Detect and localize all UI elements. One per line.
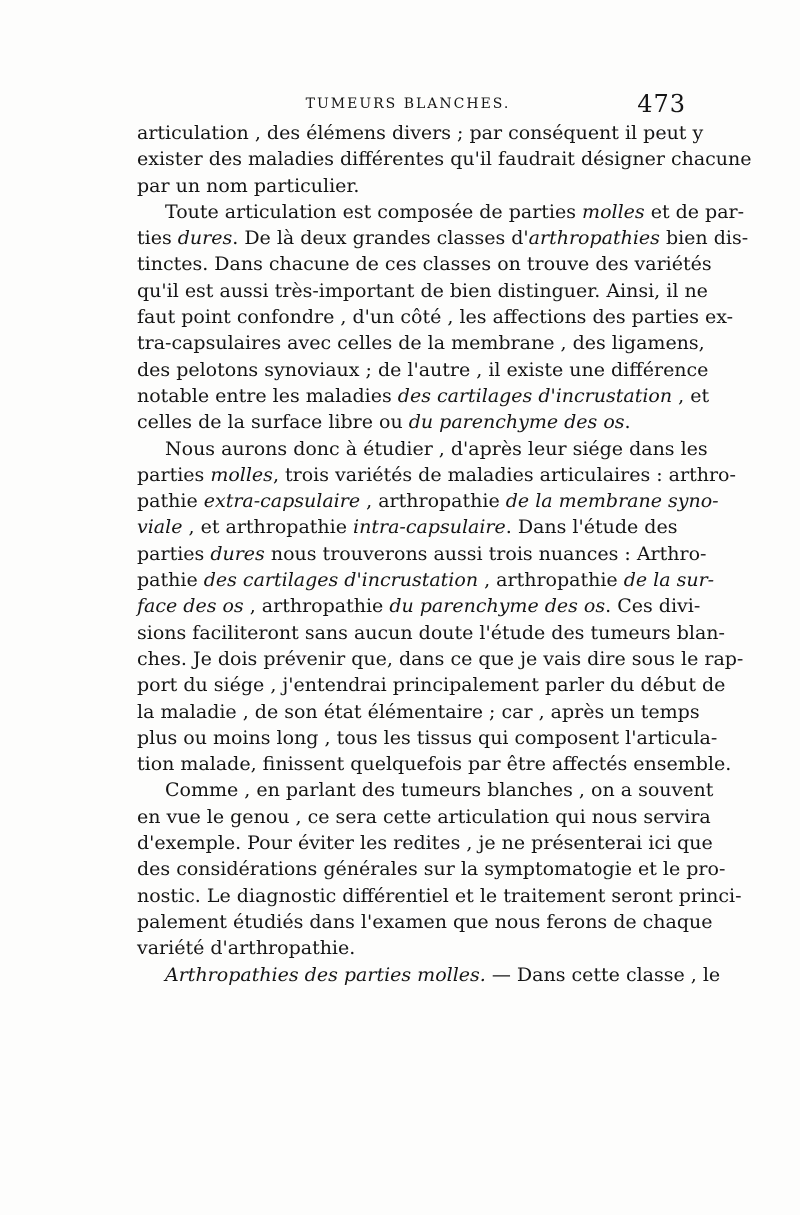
text-line: pathie des cartilages d'incrustation , arthropathie de la sur- bbox=[137, 569, 715, 592]
text-line: parties dures nous trouverons aussi trois nuances : Arthro- bbox=[137, 542, 707, 565]
text-line: celles de la surface libre ou du parenchyme des os. bbox=[137, 411, 631, 434]
text-line: qu'il est aussi très-important de bien distinguer. Ainsi, il ne bbox=[137, 279, 708, 302]
text-line: sions faciliteront sans aucun doute l'étude des tumeurs blan- bbox=[137, 621, 725, 644]
text-line: en vue le genou , ce sera cette articulation qui nous servira bbox=[137, 805, 711, 828]
text-line: face des os , arthropathie du parenchyme des os. Ces divi- bbox=[137, 595, 701, 618]
text-line: Nous aurons donc à étudier , d'après leur siége dans les bbox=[165, 437, 708, 460]
text-line: faut point confondre , d'un côté , les affections des parties ex- bbox=[137, 306, 734, 329]
paragraph bbox=[137, 120, 752, 199]
text-line: pathie extra-capsulaire , arthropathie de la membrane syno- bbox=[137, 490, 719, 513]
text-line: Comme , en parlant des tumeurs blanches , on a souvent bbox=[165, 779, 714, 802]
text-line: tion malade, finissent quelquefois par être affectés ensemble. bbox=[137, 753, 732, 776]
text-line: ties dures. De là deux grandes classes d'arthropathies bien dis- bbox=[137, 227, 749, 250]
text-line: articulation , des élémens divers ; par conséquent il peut y bbox=[137, 122, 704, 144]
text-line: tra-capsulaires avec celles de la membrane , des ligamens, bbox=[137, 332, 705, 355]
text-line: port du siége , j'entendrai principalement parler du début de bbox=[137, 674, 726, 697]
text-line: parties molles, trois variétés de maladies articulaires : arthro- bbox=[137, 463, 736, 486]
running-title: TUMEURS BLANCHES. bbox=[305, 96, 511, 112]
text-line: nostic. Le diagnostic différentiel et le traitement seront princi- bbox=[137, 884, 742, 907]
text-line: notable entre les maladies des cartilages d'incrustation , et bbox=[137, 384, 710, 407]
paragraph bbox=[137, 777, 742, 961]
text-line: tinctes. Dans chacune de ces classes on trouve des variétés bbox=[137, 253, 712, 276]
text-line: des pelotons synoviaux ; de l'autre , il existe une différence bbox=[137, 358, 709, 381]
page-header bbox=[138, 90, 686, 118]
paragraph bbox=[137, 199, 749, 436]
text-line: variété d'arthropathie. bbox=[137, 937, 356, 960]
text-line: Toute articulation est composée de parties molles et de par- bbox=[165, 200, 745, 223]
text-line: par un nom particulier. bbox=[137, 174, 360, 197]
text-line: plus ou moins long , tous les tissus qui composent l'articula- bbox=[137, 726, 718, 749]
text-line: palement étudiés dans l'examen que nous ferons de chaque bbox=[137, 910, 713, 933]
text-line: des considérations générales sur la symptomatogie et le pro- bbox=[137, 858, 726, 881]
paragraph bbox=[137, 962, 721, 988]
page-number: 473 bbox=[637, 90, 686, 118]
text-line: Arthropathies des parties molles. — Dans cette classe , le bbox=[165, 963, 721, 986]
text-line: exister des maladies différentes qu'il faudrait désigner chacune bbox=[137, 148, 752, 171]
text-line: d'exemple. Pour éviter les redites , je ne présenterai ici que bbox=[137, 832, 713, 855]
paragraph bbox=[137, 436, 744, 778]
text-line: la maladie , de son état élémentaire ; car , après un temps bbox=[137, 700, 700, 723]
body-text bbox=[137, 120, 752, 988]
text-line: viale , et arthropathie intra-capsulaire. Dans l'étude des bbox=[137, 516, 678, 539]
text-line: ches. Je dois prévenir que, dans ce que je vais dire sous le rap- bbox=[137, 647, 744, 670]
